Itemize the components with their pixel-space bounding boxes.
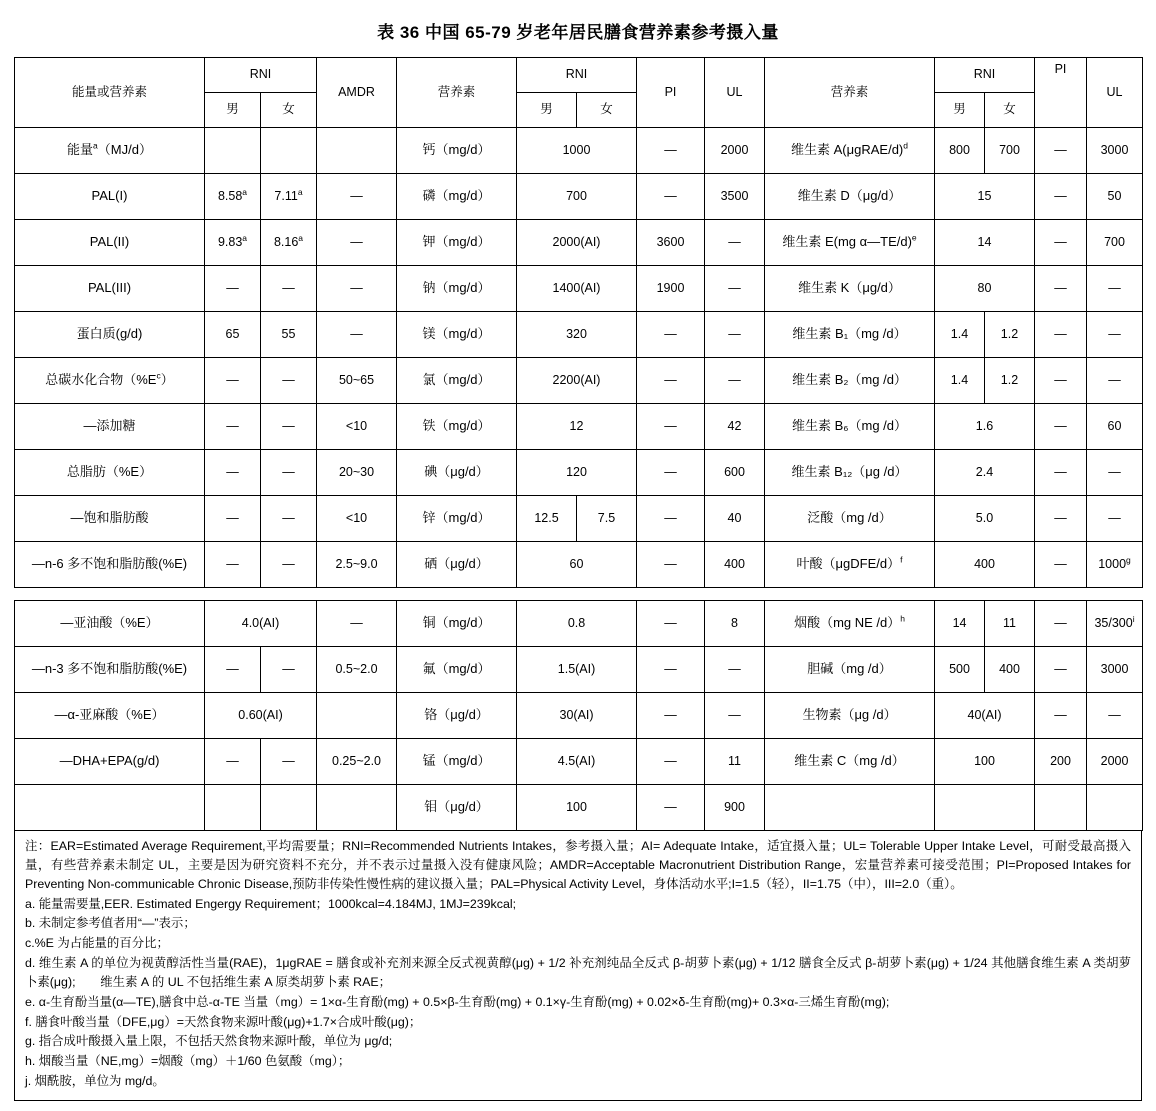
- row-label-middle: 锌（mg/d）: [397, 496, 517, 542]
- cell-pi-middle: —: [637, 128, 705, 174]
- cell-pi-middle: —: [637, 404, 705, 450]
- cell-rni-male-left: —: [205, 647, 261, 693]
- footnote-e: e. α-生育酚当量(α—TE),膳食中总-α-TE 当量（mg）= 1×α-生育酚(mg) + 0.5×β-生育酚(mg) + 0.1×γ-生育酚(mg) + 0.02×δ-生育酚(mg)+ 0.3×α-三烯生育酚(mg);: [25, 994, 890, 1009]
- cell-rni-male-left: —: [205, 404, 261, 450]
- cell-rni-male-left: —: [205, 496, 261, 542]
- row-label-right: 泛酸（mg /d）: [765, 496, 935, 542]
- table-row: [15, 601, 1143, 647]
- cell-amdr: 2.5~9.0: [317, 542, 397, 588]
- cell-amdr: —: [317, 312, 397, 358]
- header-nutrient-right: 营养素: [765, 58, 935, 128]
- row-label-middle: 硒（μg/d）: [397, 542, 517, 588]
- cell-amdr: 0.25~2.0: [317, 739, 397, 785]
- row-label-left: PAL(III): [15, 266, 205, 312]
- cell-rni-male-right: 800: [935, 128, 985, 174]
- cell-ul-middle: 8: [705, 601, 765, 647]
- cell-rni-male-right: 14: [935, 601, 985, 647]
- row-label-left: [15, 785, 205, 831]
- cell-ul-middle: 600: [705, 450, 765, 496]
- header-female-left: 女: [261, 93, 317, 128]
- row-label-left: 总碳水化合物$(\%E^c)$: [15, 358, 205, 404]
- header-rni-right: RNI: [935, 58, 1035, 93]
- cell-pi-right: [1035, 785, 1087, 831]
- cell-ul-middle: —: [705, 647, 765, 693]
- cell-rni-left: 0.60(AI): [205, 693, 317, 739]
- cell-rni-middle: 1.5(AI): [517, 647, 637, 693]
- table-block-2: [14, 600, 1143, 831]
- cell-pi-right: 200: [1035, 739, 1087, 785]
- row-label-left: 能量$^a$（MJ/d）: [15, 128, 205, 174]
- cell-rni-right: 100: [935, 739, 1035, 785]
- cell-rni-middle: 120: [517, 450, 637, 496]
- row-label-left: —添加糖: [15, 404, 205, 450]
- cell-rni-male-left: —: [205, 358, 261, 404]
- cell-rni-female-left: —: [261, 542, 317, 588]
- nutrient-table-block-1: [0, 57, 1156, 588]
- cell-rni-middle: 4.5(AI): [517, 739, 637, 785]
- row-label-middle: 钾（mg/d）: [397, 220, 517, 266]
- footnotes: [14, 831, 1142, 1101]
- header-rni-middle: RNI: [517, 58, 637, 93]
- cell-amdr: 20~30: [317, 450, 397, 496]
- cell-pi-middle: —: [637, 496, 705, 542]
- header-rni-left: RNI: [205, 58, 317, 93]
- cell-rni-male-right: 1.4: [935, 312, 985, 358]
- cell-rni-female-middle: 7.5: [577, 496, 637, 542]
- row-label-left: —α-亚麻酸（%E）: [15, 693, 205, 739]
- cell-pi-right: —: [1035, 174, 1087, 220]
- cell-ul-right: 2000: [1087, 739, 1143, 785]
- cell-rni-male-left: 65: [205, 312, 261, 358]
- cell-amdr: [317, 128, 397, 174]
- header-male-right: 男: [935, 93, 985, 128]
- cell-pi-right: —: [1035, 128, 1087, 174]
- row-label-left: —DHA+EPA(g/d): [15, 739, 205, 785]
- cell-pi-right: —: [1035, 601, 1087, 647]
- cell-rni-male-left: —: [205, 450, 261, 496]
- cell-amdr: —: [317, 266, 397, 312]
- header-male-middle: 男: [517, 93, 577, 128]
- table-body-block-2: [15, 601, 1143, 831]
- row-label-middle: 铬（μg/d）: [397, 693, 517, 739]
- cell-rni-male-left: 9.83$^a$: [205, 220, 261, 266]
- cell-rni-left: 4.0(AI): [205, 601, 317, 647]
- footnote-h: h. 烟酸当量（NE,mg）=烟酸（mg）＋1/60 色氨酸（mg）；: [25, 1054, 351, 1069]
- cell-amdr: <10: [317, 496, 397, 542]
- cell-ul-middle: —: [705, 266, 765, 312]
- row-label-right: 叶酸（μgDFE/d）$^f$: [765, 542, 935, 588]
- cell-rni-male-left: [205, 128, 261, 174]
- cell-ul-middle: —: [705, 693, 765, 739]
- table-row: [15, 358, 1143, 404]
- table-row: [15, 496, 1143, 542]
- cell-amdr: —: [317, 220, 397, 266]
- row-label-middle: 铜（mg/d）: [397, 601, 517, 647]
- table-body-block-1: [15, 128, 1143, 588]
- cell-ul-right: 700: [1087, 220, 1143, 266]
- row-label-middle: 磷（mg/d）: [397, 174, 517, 220]
- cell-rni-middle: 700: [517, 174, 637, 220]
- cell-pi-right: —: [1035, 312, 1087, 358]
- cell-pi-right: —: [1035, 358, 1087, 404]
- cell-rni-female-left: —: [261, 496, 317, 542]
- cell-rni-middle: 12: [517, 404, 637, 450]
- cell-rni-female-right: 11: [985, 601, 1035, 647]
- header-pi-middle: PI: [637, 58, 705, 128]
- row-label-right: 维生素 B₁₂（μg /d）: [765, 450, 935, 496]
- cell-ul-middle: 40: [705, 496, 765, 542]
- footnote-g: g. 指合成叶酸摄入量上限，不包括天然食物来源叶酸，单位为 μg/d;: [25, 1034, 393, 1049]
- cell-pi-right: —: [1035, 496, 1087, 542]
- cell-pi-right: —: [1035, 647, 1087, 693]
- footnote-main: 注：EAR=Estimated Average Requirement,平均需要量；RNI=Recommended Nutrients Intakes，参考摄入量；AI= Adequate Intake，适宜摄入量；UL= Tolerable Upper Intake Level，可耐受最高摄入量，有些营养素未制定 UL，主要是因为研究资料不充分，并不表示过量摄入没有健康风险；AMDR=Acceptable Macronutrient Distribution Range，宏量营养素可接受范围；PI=Proposed Intakes for Preventing Non-communicable Chronic Disease,预防非传染性慢性病的建议摄入量；PAL=Physical Activity Level，身体活动水平;I=1.5（轻），II=1.75（中），III=2.0（重）。: [25, 839, 1131, 891]
- page-title: 表 36 中国 65-79 岁老年居民膳食营养素参考摄入量: [377, 23, 779, 42]
- cell-rni-right: 15: [935, 174, 1035, 220]
- cell-ul-middle: —: [705, 220, 765, 266]
- row-label-left: 总脂肪（%E）: [15, 450, 205, 496]
- cell-ul-right: 3000: [1087, 128, 1143, 174]
- table-block-divider: [0, 588, 1156, 600]
- cell-pi-middle: —: [637, 358, 705, 404]
- header-female-middle: 女: [577, 93, 637, 128]
- row-label-left: —n-6 多不饱和脂肪酸(%E): [15, 542, 205, 588]
- table-row: [15, 450, 1143, 496]
- table-row: [15, 220, 1143, 266]
- cell-ul-middle: 400: [705, 542, 765, 588]
- cell-rni-middle: 2000(AI): [517, 220, 637, 266]
- header-ul-middle: UL: [705, 58, 765, 128]
- cell-pi-middle: —: [637, 739, 705, 785]
- table-row: [15, 128, 1143, 174]
- cell-rni-female-left: —: [261, 647, 317, 693]
- row-label-right: 烟酸（mg NE /d）$^h$: [765, 601, 935, 647]
- cell-ul-right: —: [1087, 266, 1143, 312]
- cell-rni-female-left: [261, 785, 317, 831]
- cell-pi-right: —: [1035, 450, 1087, 496]
- cell-amdr: [317, 785, 397, 831]
- cell-rni-middle: 1000: [517, 128, 637, 174]
- cell-pi-right: —: [1035, 693, 1087, 739]
- cell-rni-right: 80: [935, 266, 1035, 312]
- cell-amdr: —: [317, 601, 397, 647]
- row-label-right: 生物素（μg /d）: [765, 693, 935, 739]
- cell-pi-right: —: [1035, 542, 1087, 588]
- cell-ul-right: —: [1087, 450, 1143, 496]
- cell-rni-male-right: 1.4: [935, 358, 985, 404]
- row-label-middle: 锰（mg/d）: [397, 739, 517, 785]
- row-label-right: 维生素 B₆（mg /d）: [765, 404, 935, 450]
- cell-amdr: <10: [317, 404, 397, 450]
- header-ul-right: UL: [1087, 58, 1143, 128]
- cell-pi-middle: 1900: [637, 266, 705, 312]
- cell-pi-middle: —: [637, 647, 705, 693]
- table-row: [15, 785, 1143, 831]
- cell-rni-female-right: 400: [985, 647, 1035, 693]
- cell-pi-right: —: [1035, 404, 1087, 450]
- header-female-right: 女: [985, 93, 1035, 128]
- cell-pi-middle: —: [637, 693, 705, 739]
- cell-amdr: —: [317, 174, 397, 220]
- row-label-left: 蛋白质(g/d): [15, 312, 205, 358]
- cell-ul-right: 50: [1087, 174, 1143, 220]
- cell-rni-middle: 30(AI): [517, 693, 637, 739]
- nutrient-table-block-2: [0, 600, 1156, 831]
- table-row: [15, 647, 1143, 693]
- header-pi-right: PI: [1035, 58, 1087, 128]
- cell-rni-male-left: 8.58$^a$: [205, 174, 261, 220]
- cell-ul-middle: —: [705, 312, 765, 358]
- cell-amdr: 50~65: [317, 358, 397, 404]
- cell-rni-right: 400: [935, 542, 1035, 588]
- cell-rni-right: 40(AI): [935, 693, 1035, 739]
- row-label-right: 维生素 A(μgRAE/d)$^d$: [765, 128, 935, 174]
- cell-rni-female-right: 700: [985, 128, 1035, 174]
- cell-rni-male-left: —: [205, 266, 261, 312]
- cell-ul-right: —: [1087, 312, 1143, 358]
- row-label-right: 维生素 C（mg /d）: [765, 739, 935, 785]
- table-row: [15, 266, 1143, 312]
- cell-rni-male-left: —: [205, 542, 261, 588]
- cell-ul-right: 1000$^g$: [1087, 542, 1143, 588]
- row-label-right: 维生素 K（μg/d）: [765, 266, 935, 312]
- cell-ul-right: —: [1087, 496, 1143, 542]
- cell-rni-male-left: [205, 785, 261, 831]
- table-row: [15, 739, 1143, 785]
- row-label-left: —n-3 多不饱和脂肪酸(%E): [15, 647, 205, 693]
- cell-rni-male-right: 500: [935, 647, 985, 693]
- cell-rni-right: 1.6: [935, 404, 1035, 450]
- header-row-1: [15, 58, 1143, 93]
- footnote-c: c.%E 为占能量的百分比；: [25, 936, 169, 951]
- table-row: [15, 404, 1143, 450]
- row-label-right: [765, 785, 935, 831]
- row-label-left: —饱和脂肪酸: [15, 496, 205, 542]
- table-block-1: [14, 57, 1143, 588]
- cell-ul-middle: —: [705, 358, 765, 404]
- row-label-left: —亚油酸（%E）: [15, 601, 205, 647]
- cell-ul-right: [1087, 785, 1143, 831]
- row-label-left: PAL(II): [15, 220, 205, 266]
- cell-rni-male-middle: 12.5: [517, 496, 577, 542]
- cell-pi-middle: —: [637, 785, 705, 831]
- cell-rni-middle: 100: [517, 785, 637, 831]
- row-label-middle: 钙（mg/d）: [397, 128, 517, 174]
- cell-ul-right: —: [1087, 358, 1143, 404]
- cell-ul-right: —: [1087, 693, 1143, 739]
- cell-amdr: 0.5~2.0: [317, 647, 397, 693]
- row-label-middle: 氟（mg/d）: [397, 647, 517, 693]
- cell-ul-middle: 900: [705, 785, 765, 831]
- cell-rni-female-left: —: [261, 739, 317, 785]
- cell-pi-middle: 3600: [637, 220, 705, 266]
- cell-rni-middle: 1400(AI): [517, 266, 637, 312]
- table-header: [15, 58, 1143, 128]
- row-label-right: 维生素 B₁（mg /d）: [765, 312, 935, 358]
- cell-pi-middle: —: [637, 542, 705, 588]
- cell-pi-right: —: [1035, 220, 1087, 266]
- cell-rni-middle: 320: [517, 312, 637, 358]
- cell-rni-female-right: 1.2: [985, 312, 1035, 358]
- cell-rni-female-left: —: [261, 450, 317, 496]
- cell-pi-middle: —: [637, 312, 705, 358]
- table-row: [15, 542, 1143, 588]
- header-male-left: 男: [205, 93, 261, 128]
- table-row: [15, 174, 1143, 220]
- row-label-middle: 氯（mg/d）: [397, 358, 517, 404]
- cell-pi-middle: —: [637, 601, 705, 647]
- header-nutrient-middle: 营养素: [397, 58, 517, 128]
- cell-rni-female-left: [261, 128, 317, 174]
- cell-ul-right: 35/300$^i$: [1087, 601, 1143, 647]
- table-row: [15, 693, 1143, 739]
- cell-amdr: [317, 693, 397, 739]
- cell-pi-middle: —: [637, 174, 705, 220]
- cell-rni-female-left: 55: [261, 312, 317, 358]
- cell-ul-middle: 11: [705, 739, 765, 785]
- header-amdr: AMDR: [317, 58, 397, 128]
- row-label-right: 维生素 D（μg/d）: [765, 174, 935, 220]
- cell-rni-male-left: —: [205, 739, 261, 785]
- header-energy-nutrient: 能量或营养素: [15, 58, 205, 128]
- cell-rni-right: 2.4: [935, 450, 1035, 496]
- cell-ul-right: 3000: [1087, 647, 1143, 693]
- cell-rni-female-left: —: [261, 404, 317, 450]
- cell-rni-female-right: 1.2: [985, 358, 1035, 404]
- cell-pi-middle: —: [637, 450, 705, 496]
- cell-rni-middle: 0.8: [517, 601, 637, 647]
- cell-ul-middle: 42: [705, 404, 765, 450]
- row-label-middle: 铁（mg/d）: [397, 404, 517, 450]
- row-label-middle: 镁（mg/d）: [397, 312, 517, 358]
- row-label-middle: 钠（mg/d）: [397, 266, 517, 312]
- cell-rni-female-left: —: [261, 266, 317, 312]
- row-label-right: 维生素 B₂（mg /d）: [765, 358, 935, 404]
- cell-ul-middle: 2000: [705, 128, 765, 174]
- footnote-f: f. 膳食叶酸当量（DFE,μg）=天然食物来源叶酸(μg)+1.7×合成叶酸(μg)；: [25, 1014, 422, 1029]
- footnote-d: d. 维生素 A 的单位为视黄醇活性当量(RAE)，1μgRAE = 膳食或补充剂来源全反式视黄醇(μg) + 1/2 补充剂纯品全反式 β-胡萝卜素(μg) + 1/12 膳食全反式 β-胡萝卜素(μg) + 1/24 其他膳食维生素 A 类胡萝卜素(μg); 维生素 A 的 UL 不包括维生素 A 原类胡萝卜素 RAE；: [25, 956, 1131, 989]
- cell-rni-female-left: 7.11$^a$: [261, 174, 317, 220]
- footnote-a: a. 能量需要量,EER. Estimated Engergy Requirement；1000kcal=4.184MJ, 1MJ=239kcal;: [25, 896, 517, 911]
- footnote-b: b. 未制定参考值者用“—”表示；: [25, 916, 196, 931]
- row-label-right: 维生素 E(mg α—TE/d)$^e$: [765, 220, 935, 266]
- cell-rni-female-left: 8.16$^a$: [261, 220, 317, 266]
- cell-rni-middle: 2200(AI): [517, 358, 637, 404]
- row-label-right: 胆碱（mg /d）: [765, 647, 935, 693]
- row-label-middle: 碘（μg/d）: [397, 450, 517, 496]
- cell-rni-right: [935, 785, 1035, 831]
- cell-rni-middle: 60: [517, 542, 637, 588]
- table-row: [15, 312, 1143, 358]
- row-label-middle: 钼（μg/d）: [397, 785, 517, 831]
- cell-ul-right: 60: [1087, 404, 1143, 450]
- row-label-left: PAL(I): [15, 174, 205, 220]
- cell-rni-right: 14: [935, 220, 1035, 266]
- cell-ul-middle: 3500: [705, 174, 765, 220]
- footnote-j: j. 烟酰胺，单位为 mg/d。: [25, 1074, 165, 1089]
- cell-rni-right: 5.0: [935, 496, 1035, 542]
- cell-pi-right: —: [1035, 266, 1087, 312]
- cell-rni-female-left: —: [261, 358, 317, 404]
